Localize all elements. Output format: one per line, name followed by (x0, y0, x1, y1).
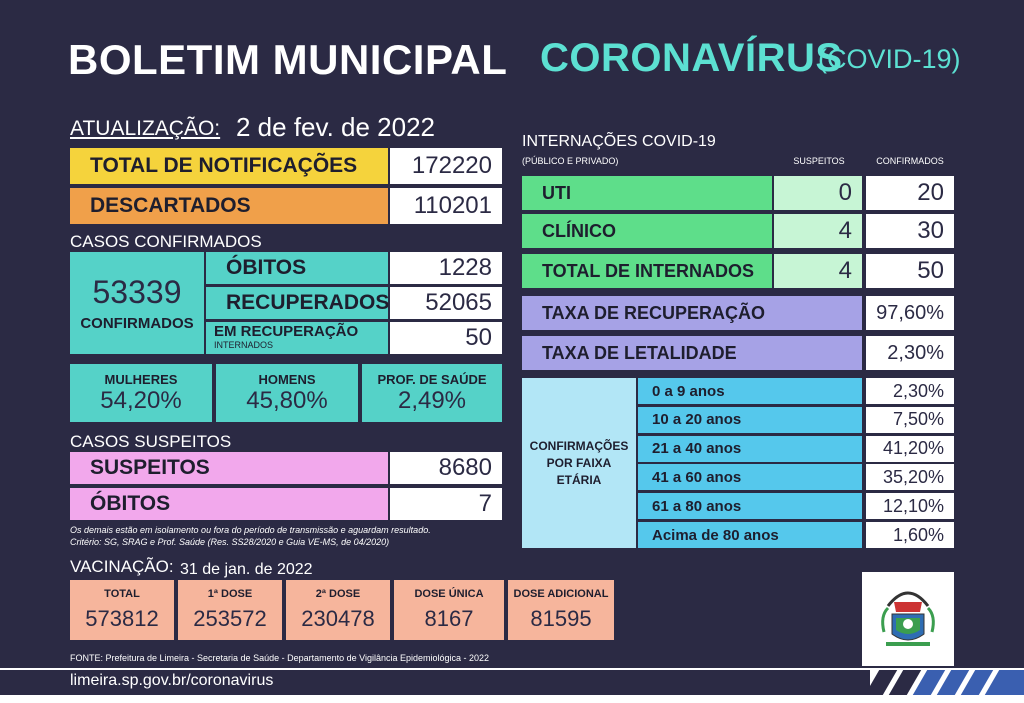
hospital-subtitle: (PÚBLICO E PRIVADO) (522, 156, 619, 166)
deaths-value: 1228 (390, 252, 502, 284)
total-hospitalized-label: TOTAL DE INTERNADOS (522, 254, 772, 288)
recovery-rate-label: TAXA DE RECUPERAÇÃO (522, 296, 862, 330)
vaccination-box (286, 580, 390, 640)
age-range-label: 10 a 20 anos (638, 407, 862, 433)
total-hospitalized-suspects: 4 (774, 254, 862, 288)
age-range-value: 1,60% (866, 522, 954, 548)
notifications-label: TOTAL DE NOTIFICAÇÕES (70, 148, 388, 184)
age-range-label: Acima de 80 anos (638, 522, 862, 548)
recovering-label: EM RECUPERAÇÃO (214, 323, 359, 340)
men-label: HOMENS (258, 371, 316, 387)
suspects-section-title: CASOS SUSPEITOS (70, 432, 232, 451)
vaccination-box-value: 253572 (193, 606, 267, 631)
women-box (70, 364, 212, 422)
city-seal-icon (862, 572, 954, 666)
age-range-value: 35,20% (866, 464, 954, 490)
total-hospitalized-confirmed: 50 (866, 254, 954, 288)
age-range-label: 61 a 80 anos (638, 493, 862, 519)
vaccination-box-value: 8167 (424, 606, 474, 631)
suspects-value: 8680 (390, 452, 502, 484)
lethality-rate-label: TAXA DE LETALIDADE (522, 336, 862, 370)
age-range-value: 2,30% (866, 378, 954, 404)
vaccination-box (394, 580, 504, 640)
recovering-sublabel: INTERNADOS (214, 340, 274, 350)
source-note: FONTE: Prefeitura de Limeira - Secretaria de Saúde - Departamento de Vigilância Epidemiológica - 2022 (70, 653, 490, 663)
vaccination-box (70, 580, 174, 640)
vaccination-box (508, 580, 614, 640)
health-workers-value: 2,49% (397, 386, 467, 414)
website-link[interactable]: limeira.sp.gov.br/coronavirus (70, 672, 274, 689)
age-range-label: 21 a 40 anos (638, 436, 862, 462)
age-range-value: 12,10% (866, 493, 954, 519)
notifications-value: 172220 (390, 148, 502, 184)
age-group-label: CONFIRMAÇÕES POR FAIXA ETÁRIA (529, 438, 629, 487)
confirmed-section-title: CASOS CONFIRMADOS (70, 232, 262, 251)
recovery-rate-value: 97,60% (866, 296, 954, 330)
vaccination-box-label: 2ª DOSE (315, 588, 361, 600)
lethality-rate-value: 2,30% (866, 336, 954, 370)
clinical-suspects: 4 (774, 214, 862, 248)
vaccination-box (178, 580, 282, 640)
recovering-box (206, 322, 388, 354)
uti-confirmed: 20 (866, 176, 954, 210)
col-suspects-header: SUSPEITOS (793, 156, 845, 166)
health-workers-label: PROF. DE SAÚDE (377, 371, 487, 387)
recovered-label: RECUPERADOS (206, 287, 388, 319)
women-value: 54,20% (100, 386, 182, 414)
vaccination-box-value: 230478 (301, 606, 375, 631)
men-value: 45,80% (246, 386, 328, 414)
men-box (216, 364, 358, 422)
suspect-deaths-label: ÓBITOS (70, 488, 388, 520)
health-workers-box (362, 364, 502, 422)
clinical-confirmed: 30 (866, 214, 954, 248)
vaccination-box-value: 81595 (530, 606, 592, 631)
vaccination-box-label: DOSE ÚNICA (414, 588, 484, 600)
age-range-label: 0 a 9 anos (638, 378, 862, 404)
confirmed-total-label: CONFIRMADOS (80, 315, 194, 332)
suspects-label: SUSPEITOS (70, 452, 388, 484)
page-title: BOLETIM MUNICIPAL (68, 36, 508, 83)
deaths-label: ÓBITOS (206, 252, 388, 284)
women-label: MULHERES (104, 371, 178, 387)
note-isolation: Os demais estão em isolamento ou fora do período de transmissão e aguardam resultado. (70, 525, 431, 535)
update-date: 2 de fev. de 2022 (236, 112, 436, 142)
discarded-value: 110201 (390, 188, 502, 224)
col-confirmed-header: CONFIRMADOS (876, 156, 944, 166)
uti-label: UTI (522, 176, 772, 210)
note-criteria: Critério: SG, SRAG e Prof. Saúde (Res. SS28/2020 e Guia VE-MS, de 04/2020) (70, 537, 390, 547)
age-range-value: 7,50% (866, 407, 954, 433)
clinical-label: CLÍNICO (522, 214, 772, 248)
age-range-value: 41,20% (866, 436, 954, 462)
confirmed-total-box (70, 252, 204, 354)
suspect-deaths-value: 7 (390, 488, 502, 520)
covid-subtitle: (COVID-19) (818, 44, 961, 74)
vaccination-box-label: TOTAL (104, 588, 140, 600)
update-label: ATUALIZAÇÃO: (70, 117, 221, 140)
recovering-value: 50 (390, 322, 502, 354)
recovered-value: 52065 (390, 287, 502, 319)
hospital-title: INTERNAÇÕES COVID-19 (522, 133, 716, 150)
age-range-label: 41 a 60 anos (638, 464, 862, 490)
discarded-label: DESCARTADOS (70, 188, 388, 224)
vaccination-label: VACINAÇÃO: (70, 557, 174, 576)
vaccination-box-label: 1ª DOSE (207, 588, 253, 600)
covid-title: CORONAVÍRUS (540, 36, 843, 80)
age-group-label-box (522, 378, 636, 548)
uti-suspects: 0 (774, 176, 862, 210)
vaccination-date: 31 de jan. de 2022 (180, 561, 313, 578)
confirmed-total-value: 53339 (92, 274, 182, 310)
vaccination-box-value: 573812 (85, 606, 159, 631)
vaccination-box-label: DOSE ADICIONAL (513, 588, 609, 600)
city-seal-logo (862, 572, 954, 666)
